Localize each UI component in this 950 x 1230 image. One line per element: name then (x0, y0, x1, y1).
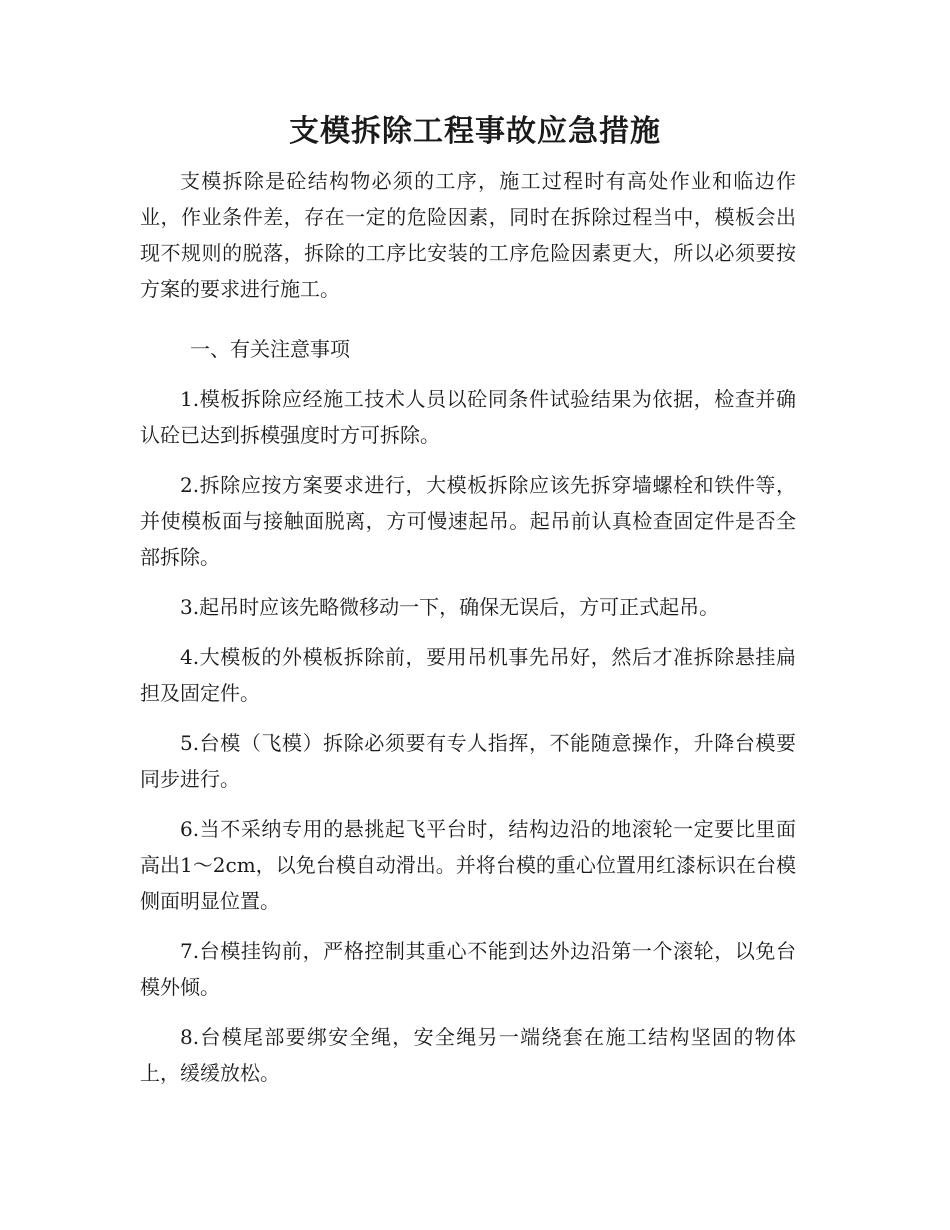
list-item-8: 8.台模尾部要绑安全绳，安全绳另一端绕套在施工结构坚固的物体上，缓缓放松。 (140, 1025, 796, 1085)
list-item-6: 6.当不采纳专用的悬挑起飞平台时，结构边沿的地滚轮一定要比里面高出1～2cm，以免台模自动滑出。并将台模的重心位置用红漆标识在台模侧面明显位置。 (140, 817, 796, 913)
list-item-3: 3.起吊时应该先略微移动一下，确保无误后，方可正式起吊。 (180, 595, 720, 619)
list-item-5: 5.台模（飞模）拆除必须要有专人指挥，不能随意操作，升降台模要同步进行。 (140, 731, 796, 791)
intro-paragraph: 支模拆除是砼结构物必须的工序，施工过程时有高处作业和临边作业，作业条件差，存在一定的危险因素，同时在拆除过程当中，模板会出现不规则的脱落，拆除的工序比安装的工序危险因素更大，所以必须要按方案的要求进行施工。 (140, 169, 796, 301)
list-item-4: 4.大模板的外模板拆除前，要用吊机事先吊好，然后才准拆除悬挂扁担及固定件。 (140, 645, 796, 705)
list-item-7: 7.台模挂钩前，严格控制其重心不能到达外边沿第一个滚轮，以免台模外倾。 (140, 939, 796, 999)
list-item-1: 1.模板拆除应经施工技术人员以砼同条件试验结果为依据，检查并确认砼已达到拆模强度时方可拆除。 (140, 387, 796, 447)
document-title: 支模拆除工程事故应急措施 (289, 114, 661, 149)
list-item-2: 2.拆除应按方案要求进行，大模板拆除应该先拆穿墙螺栓和铁件等，并使模板面与接触面脱离，方可慢速起吊。起吊前认真检查固定件是否全部拆除。 (140, 473, 796, 569)
section-heading: 一、有关注意事项 (190, 337, 350, 361)
document-body (140, 163, 796, 1105)
